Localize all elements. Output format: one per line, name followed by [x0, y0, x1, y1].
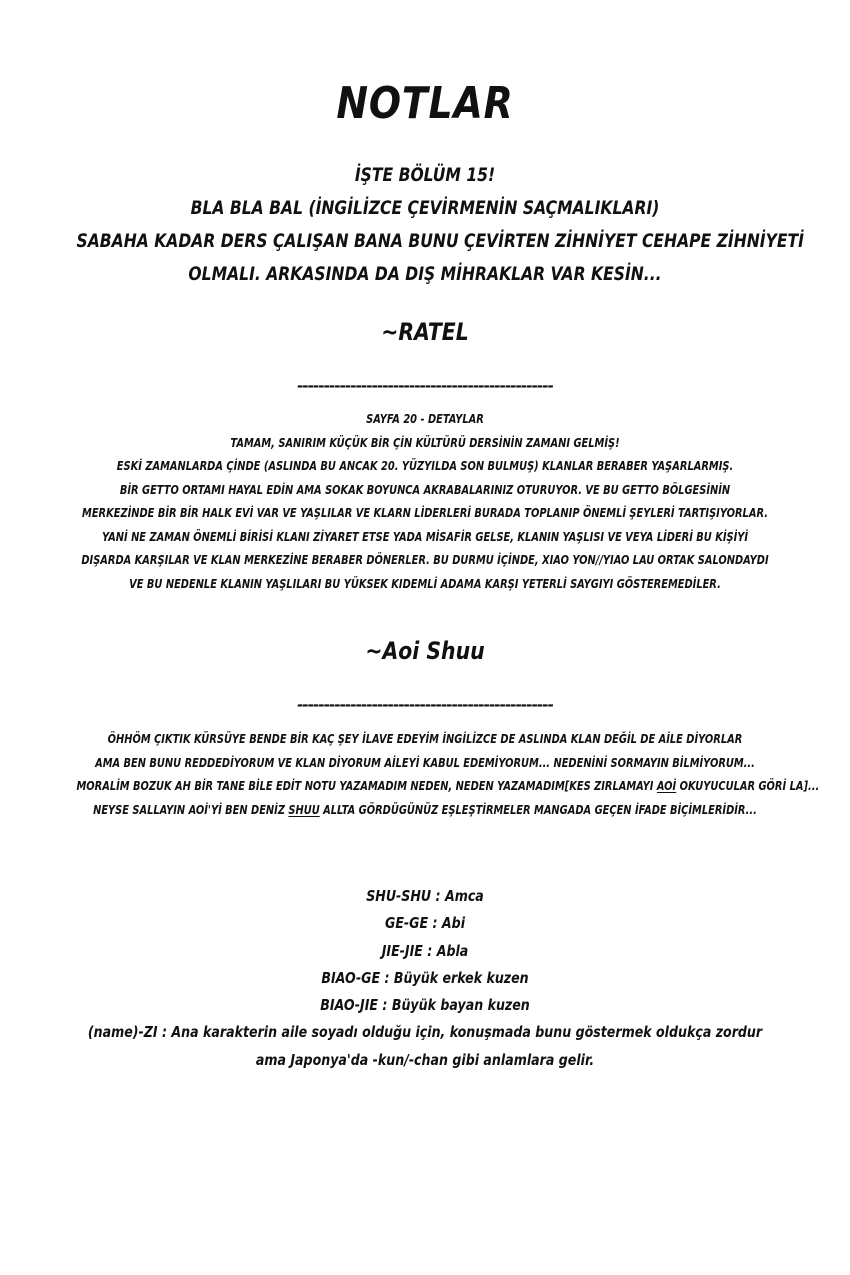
editor-note-line: ÖHHÖM ÇIKTIK KÜRSÜYE BENDE BİR KAÇ ŞEY İLAVE EDEYİM İNGİLİZCE DE ASLINDA KLAN DEĞİL DE AİLE DİYORLAR	[107, 732, 743, 746]
translator-signature: ~RATEL	[381, 318, 469, 346]
glossary-block	[68, 883, 782, 1074]
page-title: NOTLAR	[336, 78, 514, 129]
details-block	[77, 408, 774, 596]
glossary-entry: BIAO-JIE : Büyük bayan kuzen	[320, 996, 530, 1015]
details-line: YANİ NE ZAMAN ÖNEMLİ BİRİSİ KLANI ZİYARET ETSE YADA MİSAFİR GELSE, KLANIN YAŞLISI VE VEYA LİDERİ BU KİŞİYİ	[101, 529, 749, 544]
details-line: TAMAM, SANIRIM KÜÇÜK BİR ÇİN KÜLTÜRÜ DERSİNİN ZAMANI GELMİŞ!	[230, 435, 620, 450]
intro-line-translation: BLA BLA BAL (İNGİLİZCE ÇEVİRMENİN SAÇMALIKLARI)	[190, 197, 660, 219]
editor-note-text: ALLTA GÖRDÜGÜNÜZ EŞLEŞTİRMELER MANGADA GEÇEN İFADE BİÇİMLERİDİR...	[319, 802, 757, 817]
glossary-entry: ama Japonya'da -kun/-chan gibi anlamlara gelir.	[255, 1050, 595, 1069]
editor-note-line	[76, 775, 820, 799]
editor-signature: ~Aoi Shuu	[365, 637, 485, 665]
glossary-entry: SHU-SHU : Amca	[366, 887, 484, 905]
glossary-entry: JIE-JIE : Abla	[381, 941, 469, 960]
details-line: DIŞARDA KARŞILAR VE KLAN MERKEZİNE BERABER DÖNERLER. BU DURMU İÇİNDE, XIAO YON//YIAO LAU ORTAK SALONDAYDI	[81, 553, 769, 567]
editor-note-text: MORALİM BOZUK AH BİR TANE BİLE EDİT NOTU YAZAMADIM NEDEN, NEDEN YAZAMADIM[KES ZIRLAMAYI	[76, 779, 657, 793]
editor-notes-block	[76, 728, 820, 822]
underlined-name: SHUU	[288, 802, 320, 817]
section-divider: ------------------------------------------------	[297, 377, 553, 395]
editor-note-line: AMA BEN BUNU REDDEDİYORUM VE KLAN DİYORUM AİLEYİ KABUL EDEMİYORUM... NEDENİNİ SORMAYIN BİLMİYORUM...	[95, 755, 755, 770]
details-line: BİR GETTO ORTAMI HAYAL EDİN AMA SOKAK BOYUNCA AKRABALARINIZ OTURUYOR. VE BU GETTO BÖLGESİNİN	[119, 482, 731, 497]
glossary-entry: BIAO-GE : Büyük erkek kuzen	[321, 968, 529, 987]
intro-block	[76, 159, 804, 291]
details-line: SAYFA 20 - DETAYLAR	[366, 412, 484, 426]
details-line: MERKEZİNDE BİR BİR HALK EVİ VAR VE YAŞLILAR VE KLARN LİDERLERİ BURADA TOPLANIP ÖNEMLİ ŞEYLERİ TARTIŞIYORLAR.	[82, 506, 768, 520]
details-line: VE BU NEDENLE KLANIN YAŞLILARI BU YÜKSEK KIDEMLİ ADAMA KARŞI YETERLİ SAYGIYI GÖSTEREMEDİLER.	[129, 576, 721, 591]
intro-line-chapter: İŞTE BÖLÜM 15!	[354, 164, 496, 186]
glossary-entry: (name)-ZI : Ana karakterin aile soyadı olduğu için, konuşmada bunu göstermek oldukça zordur	[87, 1023, 763, 1042]
details-line: ESKİ ZAMANLARDA ÇİNDE (ASLINDA BU ANCAK 20. YÜZYILDA SON BULMUŞ) KLANLAR BERABER YAŞARLARMIŞ.	[116, 459, 734, 473]
intro-line-conspiracy: OLMALI. ARKASINDA DA DIŞ MİHRAKLAR VAR KESİN...	[188, 263, 662, 285]
section-divider: ------------------------------------------------	[297, 696, 553, 714]
editor-note-text: NEYSE SALLAYIN AOİ'Yİ BEN DENİZ	[93, 802, 289, 817]
editor-note-line	[77, 799, 774, 823]
glossary-entry: GE-GE : Abi	[384, 914, 466, 933]
editor-note-text: OKUYUCULAR GÖRİ LA]...	[676, 779, 820, 793]
underlined-name: AOİ	[656, 779, 677, 793]
intro-line-study: SABAHA KADAR DERS ÇALIŞAN BANA BUNU ÇEVİRTEN ZİHNİYET CEHAPE ZİHNİYETİ	[76, 230, 804, 252]
